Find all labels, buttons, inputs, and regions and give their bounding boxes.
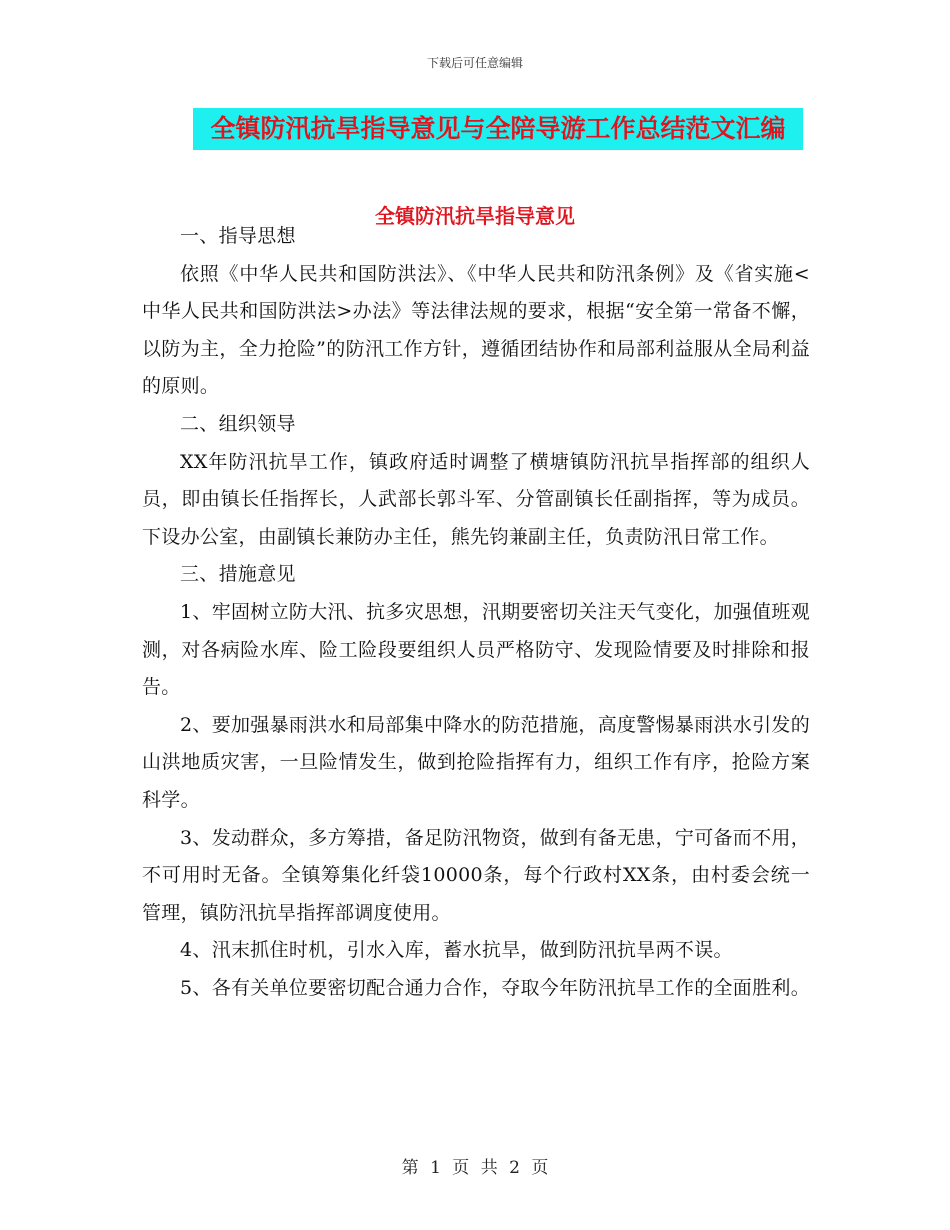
measure-item-5: 5、各有关单位要密切配合通力合作，夺取今年防汛抗旱工作的全面胜利。 [180, 976, 810, 999]
section-heading-2: 二、组织领导 [180, 412, 296, 435]
paragraph: XX年防汛抗旱工作，镇政府适时调整了横塘镇防汛抗旱指挥部的组织人员，即由镇长任指挥长，人武部长郭斗军、分管副镇长任副指挥，等为成员。下设办公室，由副镇长兼防办主任，熊先钧兼副主任，负责防汛日常工作。 [142, 450, 810, 548]
measure-item-2: 2、要加强暴雨洪水和局部集中降水的防范措施，高度警惕暴雨洪水引发的山洪地质灾害，一旦险情发生，做到抢险指挥有力，组织工作有序，抢险方案科学。 [142, 713, 810, 811]
section-title: 全镇防汛抗旱指导意见 [375, 204, 575, 228]
header-note: 下载后可任意编辑 [426, 56, 523, 70]
measure-item-3: 3、发动群众，多方筹措，备足防汛物资，做到有备无患，宁可备而不用，不可用时无备。全镇筹集化纤袋10000条，每个行政村XX条，由村委会统一管理，镇防汛抗旱指挥部调度使用。 [142, 826, 810, 924]
document-title: 全镇防汛抗旱指导意见与全陪导游工作总结范文汇编 [193, 108, 803, 150]
page-footer: 第 1 页 共 2 页 [401, 1158, 549, 1178]
measure-item-1: 1、牢固树立防大汛、抗多灾思想，汛期要密切关注天气变化，加强值班观测，对各病险水库、险工险段要组织人员严格防守、发现险情要及时排除和报告。 [142, 600, 810, 699]
paragraph: 依照《中华人民共和国防洪法》、《中华人民共和防汛条例》及《省实施<中华人民共和国防洪法>办法》等法律法规的要求，根据“安全第一常备不懈，以防为主，全力抢险”的防汛工作方针，遵循团结协作和局部利益服从全局利益的原则。 [142, 262, 810, 398]
document-body [142, 218, 810, 1007]
section-heading-1: 一、指导思想 [180, 225, 296, 247]
measure-item-4: 4、汛末抓住时机，引水入库，蓄水抗旱，做到防汛抗旱两不误。 [180, 939, 733, 962]
section-heading-3: 三、措施意见 [180, 563, 296, 586]
